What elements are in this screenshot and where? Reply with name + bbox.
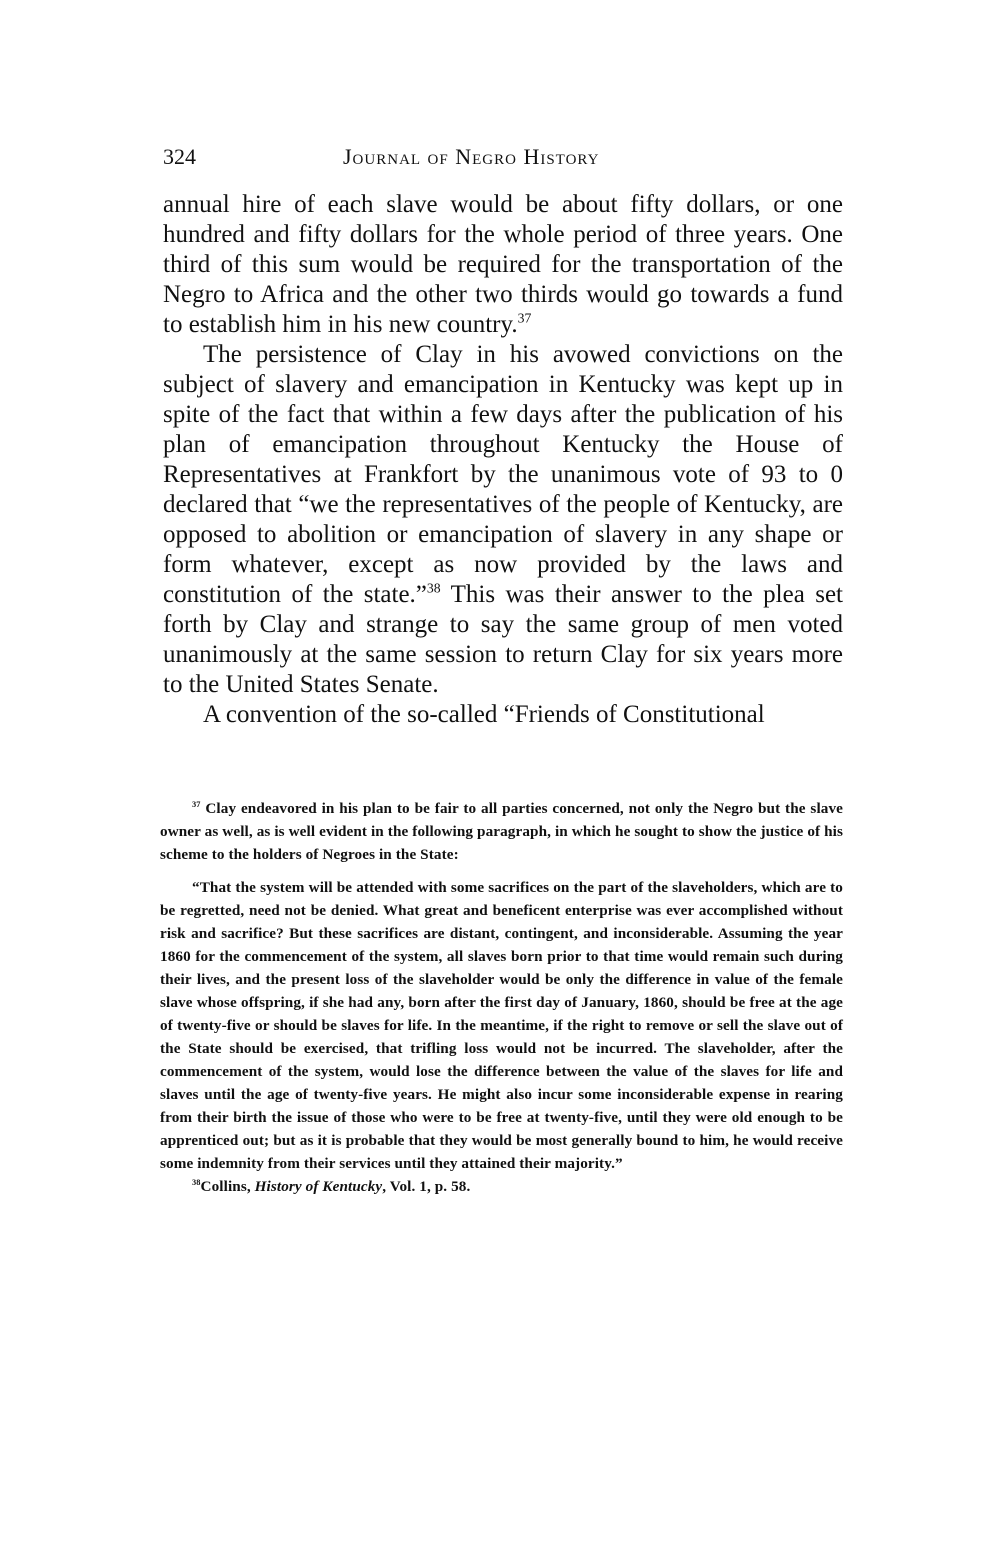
footnote-38-mark: 38	[192, 1177, 201, 1187]
page-number: 324	[163, 144, 196, 169]
footnote-37-mark: 37	[192, 799, 201, 809]
footnote-38	[160, 1175, 843, 1198]
footnote-38-title: History of Kentucky	[254, 1178, 383, 1195]
footnote-ref-38: 38	[426, 580, 441, 596]
paragraph-1-text: annual hire of each slave would be about fifty dollars, or one hundred and fifty dollars for the whole period of three years. One third of this sum would be required for the transportation of the Negro to Africa and the other two thirds would go towards a fund to establish him in his new country.	[163, 191, 843, 338]
running-head: Journal of Negro History	[343, 144, 600, 169]
footnotes	[160, 797, 843, 1198]
paragraph-2-text-b: This was their answer to the plea set forth by Clay and strange to say the same group of men voted unanimously at the same session to return Clay for six years more to the United States Senate.	[163, 581, 843, 698]
footnote-ref-37: 37	[517, 310, 532, 326]
main-text	[163, 190, 843, 730]
paragraph-3: A convention of the so-called “Friends of Constitutional	[203, 701, 765, 728]
footnote-38-rest: , Vol. 1, p. 58.	[382, 1178, 471, 1195]
paragraph-2	[163, 340, 843, 700]
footnote-37-text: Clay endeavored in his plan to be fair to all parties concerned, not only the Negro but the slave owner as well, as is well evident in the following paragraph, in which he sought to show the justice of his scheme to the holders of Negroes in the State:	[160, 800, 843, 863]
footnote-37	[160, 797, 843, 866]
footnote-37-quote: “That the system will be attended with some sacrifices on the part of the slaveholders, which are to be regretted, need not be denied. What great and beneficent enterprise was ever accomplished without risk and sacrifice? But these sacrifices are distant, contingent, and inconsiderable. Assuming the year 1860 for the commencement of the system, all slaves born prior to that time would remain such during their lives, and the present loss of the slaveholder would be only the difference in value of the female slave whose offspring, if she had any, born after the first day of January, 1860, should be free at the age of twenty-five or should be slaves for life. In the meantime, if the right to remove or sell the slave out of the State should be exercised, that trifling loss would not be incurred. The slaveholder, after the commencement of the system, would lose the difference between the value of the slaves for life and slaves until the age of twenty-five years. He might also incur some inconsiderable expense in rearing from their birth the issue of those who were to be free at twenty-five, until they were old enough to be apprenticed out; but as it is probable that they would be most generally bound to him, he would receive some indemnity from their services until they attained their majority.”	[160, 879, 843, 1172]
paragraph-1	[163, 190, 843, 340]
paragraph-2-text-a: The persistence of Clay in his avowed convictions on the subject of slavery and emancipation in Kentucky was kept up in spite of the fact that within a few days after the publication of his plan of emancipation throughout Kentucky the House of Representatives at Frankfort by the unanimous vote of 93 to 0 declared that “we the representatives of the people of Kentucky, are opposed to abolition or emancipation of slavery in any shape or form whatever, except as now provided by the laws and constitution of the state.”	[163, 341, 843, 608]
footnote-38-author: Collins,	[200, 1178, 255, 1195]
page-header	[163, 140, 843, 174]
